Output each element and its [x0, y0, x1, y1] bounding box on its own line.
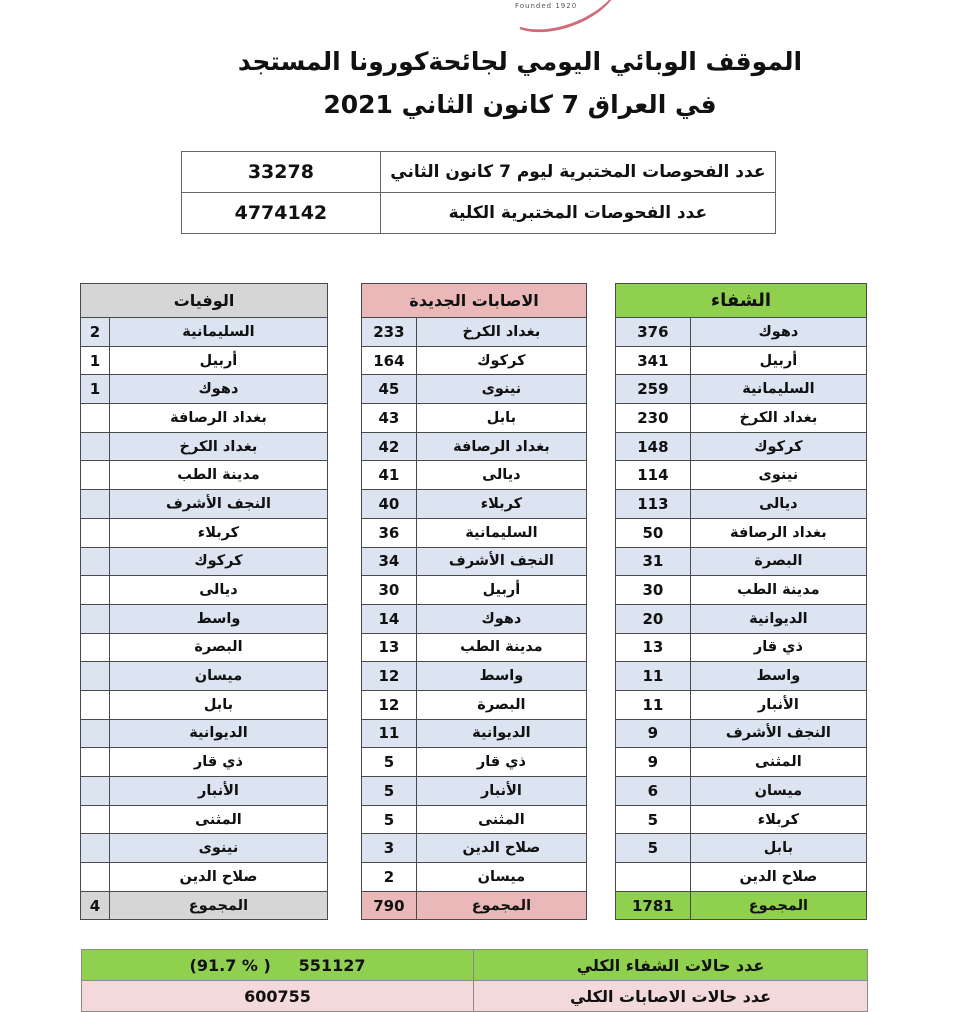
lab-tests-total-value: 4774142: [182, 193, 381, 234]
table-row: [362, 777, 587, 806]
governorate-name: مدينة الطب: [109, 461, 327, 490]
table-row: [616, 432, 867, 461]
governorate-count: 164: [362, 346, 417, 375]
table-row: [362, 404, 587, 433]
governorate-name: بابل: [690, 834, 866, 863]
page-subtitle-date: في العراق 7 كانون الثاني 2021: [323, 90, 717, 119]
governorate-count: [81, 547, 110, 576]
table-row: [616, 690, 867, 719]
governorate-count: [81, 863, 110, 892]
governorate-count: [81, 633, 110, 662]
recoveries-title: الشفاء: [616, 284, 867, 318]
governorate-name: ديالى: [416, 461, 586, 490]
governorate-count: 259: [616, 375, 691, 404]
lab-tests-daily-value: 33278: [182, 152, 381, 193]
table-row: [616, 748, 867, 777]
governorate-count: 41: [362, 461, 417, 490]
table-row: [616, 461, 867, 490]
recoveries-total-label: المجموع: [690, 891, 866, 920]
table-row: [81, 777, 328, 806]
governorate-name: ميسان: [416, 863, 586, 892]
governorate-count: [81, 690, 110, 719]
total-recovered-cell: [82, 950, 474, 981]
governorate-count: [81, 777, 110, 806]
governorate-count: 14: [362, 604, 417, 633]
governorate-name: دهوك: [690, 318, 866, 347]
table-row: [81, 690, 328, 719]
governorate-name: الديوانية: [109, 719, 327, 748]
page-title: الموقف الوبائي اليومي لجائحةكورونا المستجد: [237, 47, 803, 76]
governorate-name: البصرة: [690, 547, 866, 576]
total-recovered-label: عدد حالات الشفاء الكلي: [474, 950, 868, 981]
governorate-count: 40: [362, 490, 417, 519]
governorate-count: [616, 863, 691, 892]
new-cases-table: [361, 283, 587, 920]
total-cases-value: 600755: [82, 981, 474, 1012]
new-cases-total-value: 790: [362, 891, 417, 920]
table-row: [616, 547, 867, 576]
table-row: [81, 547, 328, 576]
table-row: [81, 604, 328, 633]
table-row: [81, 375, 328, 404]
table-row: [81, 461, 328, 490]
governorate-count: 36: [362, 518, 417, 547]
deaths-total-value: 4: [81, 891, 110, 920]
new-cases-header-row: [362, 284, 587, 318]
logo-caption: Founded 1920: [515, 2, 578, 10]
governorate-count: 6: [616, 777, 691, 806]
governorate-name: ذي قار: [109, 748, 327, 777]
table-row: [81, 633, 328, 662]
table-row: [81, 719, 328, 748]
table-row: [616, 834, 867, 863]
governorate-count: 2: [81, 318, 110, 347]
governorate-name: الأنبار: [109, 777, 327, 806]
governorate-count: 341: [616, 346, 691, 375]
governorate-count: 42: [362, 432, 417, 461]
deaths-title: الوفيات: [81, 284, 328, 318]
governorate-name: النجف الأشرف: [690, 719, 866, 748]
governorate-name: الديوانية: [690, 604, 866, 633]
governorate-count: [81, 518, 110, 547]
governorate-name: المثنى: [416, 805, 586, 834]
table-row: [81, 748, 328, 777]
governorate-count: 113: [616, 490, 691, 519]
governorate-name: بغداد الرصافة: [416, 432, 586, 461]
governorate-count: 30: [362, 576, 417, 605]
table-row: [616, 576, 867, 605]
recoveries-header-row: [616, 284, 867, 318]
governorate-name: كركوك: [690, 432, 866, 461]
governorate-count: 376: [616, 318, 691, 347]
table-row: [81, 518, 328, 547]
governorate-name: نينوى: [109, 834, 327, 863]
table-row: [616, 375, 867, 404]
total-recovered-value: 551127: [298, 955, 366, 975]
table-row: [362, 633, 587, 662]
table-row: [616, 662, 867, 691]
total-recovered-pct: (91.7 % ): [189, 955, 271, 975]
table-row: [362, 432, 587, 461]
governorate-count: 12: [362, 690, 417, 719]
governorate-name: نينوى: [416, 375, 586, 404]
governorate-name: بغداد الكرخ: [416, 318, 586, 347]
table-row: [81, 346, 328, 375]
governorate-name: واسط: [416, 662, 586, 691]
governorate-name: بغداد الرصافة: [109, 404, 327, 433]
governorate-count: 9: [616, 719, 691, 748]
governorate-count: 20: [616, 604, 691, 633]
table-row: [362, 576, 587, 605]
governorate-count: [81, 404, 110, 433]
governorate-name: دهوك: [109, 375, 327, 404]
table-row: [362, 461, 587, 490]
governorate-count: 5: [362, 805, 417, 834]
deaths-total-row: [81, 891, 328, 920]
lab-tests-table: [181, 151, 776, 234]
governorate-name: أربيل: [416, 576, 586, 605]
table-row: [81, 318, 328, 347]
table-row: [616, 863, 867, 892]
deaths-table: [80, 283, 328, 920]
governorate-name: ميسان: [109, 662, 327, 691]
governorate-count: [81, 719, 110, 748]
governorate-name: صلاح الدين: [109, 863, 327, 892]
governorate-name: أربيل: [690, 346, 866, 375]
governorate-name: كركوك: [416, 346, 586, 375]
table-row: [616, 404, 867, 433]
governorate-count: 3: [362, 834, 417, 863]
governorate-name: بغداد الرصافة: [690, 518, 866, 547]
governorate-name: بغداد الكرخ: [109, 432, 327, 461]
total-cases-row: [82, 981, 868, 1012]
deaths-total-label: المجموع: [109, 891, 327, 920]
governorate-count: 230: [616, 404, 691, 433]
governorate-name: مدينة الطب: [690, 576, 866, 605]
governorate-name: نينوى: [690, 461, 866, 490]
lab-tests-daily-row: [182, 152, 776, 193]
table-row: [616, 805, 867, 834]
governorate-count: [81, 834, 110, 863]
governorate-count: [81, 461, 110, 490]
new-cases-total-label: المجموع: [416, 891, 586, 920]
governorate-count: 13: [362, 633, 417, 662]
table-row: [362, 518, 587, 547]
table-row: [362, 805, 587, 834]
table-row: [362, 834, 587, 863]
governorate-count: [81, 576, 110, 605]
table-row: [81, 863, 328, 892]
governorate-name: دهوك: [416, 604, 586, 633]
governorate-name: ميسان: [690, 777, 866, 806]
governorate-count: 2: [362, 863, 417, 892]
table-row: [362, 719, 587, 748]
total-cases-label: عدد حالات الاصابات الكلي: [474, 981, 868, 1012]
table-row: [616, 719, 867, 748]
recoveries-total-value: 1781: [616, 891, 691, 920]
governorate-name: الديوانية: [416, 719, 586, 748]
table-row: [81, 490, 328, 519]
total-recovered-row: [82, 950, 868, 981]
table-row: [616, 604, 867, 633]
governorate-count: 148: [616, 432, 691, 461]
lab-tests-total-label: عدد الفحوصات المختبرية الكلية: [380, 193, 775, 234]
table-row: [362, 604, 587, 633]
governorate-name: النجف الأشرف: [416, 547, 586, 576]
table-row: [362, 690, 587, 719]
table-row: [616, 633, 867, 662]
governorate-count: 9: [616, 748, 691, 777]
governorate-count: 114: [616, 461, 691, 490]
governorate-name: النجف الأشرف: [109, 490, 327, 519]
governorate-count: 5: [616, 834, 691, 863]
table-row: [362, 863, 587, 892]
governorate-count: [81, 432, 110, 461]
governorate-name: المثنى: [109, 805, 327, 834]
governorate-name: واسط: [690, 662, 866, 691]
governorate-count: 233: [362, 318, 417, 347]
deaths-header-row: [81, 284, 328, 318]
governorate-count: [81, 805, 110, 834]
governorate-count: 30: [616, 576, 691, 605]
governorate-name: الأنبار: [690, 690, 866, 719]
governorate-name: بغداد الكرخ: [690, 404, 866, 433]
governorate-name: صلاح الدين: [416, 834, 586, 863]
governorate-name: السليمانية: [109, 318, 327, 347]
governorate-name: ديالى: [109, 576, 327, 605]
governorate-name: ديالى: [690, 490, 866, 519]
table-row: [616, 777, 867, 806]
governorate-count: 5: [362, 777, 417, 806]
governorate-count: [81, 662, 110, 691]
governorate-name: كركوك: [109, 547, 327, 576]
governorate-name: كربلاء: [416, 490, 586, 519]
governorate-name: الأنبار: [416, 777, 586, 806]
governorate-count: [81, 604, 110, 633]
governorate-count: 45: [362, 375, 417, 404]
table-row: [362, 375, 587, 404]
new-cases-title: الاصابات الجديدة: [362, 284, 587, 318]
governorate-count: 31: [616, 547, 691, 576]
governorate-count: 11: [616, 662, 691, 691]
lab-tests-total-row: [182, 193, 776, 234]
governorate-count: 1: [81, 346, 110, 375]
table-row: [362, 346, 587, 375]
governorate-name: ذي قار: [690, 633, 866, 662]
new-cases-total-row: [362, 891, 587, 920]
table-row: [362, 748, 587, 777]
governorate-name: صلاح الدين: [690, 863, 866, 892]
table-row: [81, 432, 328, 461]
recoveries-total-row: [616, 891, 867, 920]
table-row: [81, 404, 328, 433]
table-row: [81, 576, 328, 605]
table-row: [616, 518, 867, 547]
table-row: [616, 490, 867, 519]
table-row: [616, 318, 867, 347]
governorate-count: [81, 490, 110, 519]
governorate-name: البصرة: [416, 690, 586, 719]
governorate-count: 34: [362, 547, 417, 576]
table-row: [362, 547, 587, 576]
governorate-count: 5: [362, 748, 417, 777]
lab-tests-daily-label: عدد الفحوصات المختبرية ليوم 7 كانون الثاني: [380, 152, 775, 193]
table-row: [362, 318, 587, 347]
table-row: [362, 662, 587, 691]
recoveries-table: [615, 283, 867, 920]
governorate-count: 11: [362, 719, 417, 748]
governorate-name: كربلاء: [109, 518, 327, 547]
governorate-count: 13: [616, 633, 691, 662]
table-row: [362, 490, 587, 519]
summary-table: [81, 949, 868, 1012]
governorate-count: 12: [362, 662, 417, 691]
governorate-name: مدينة الطب: [416, 633, 586, 662]
governorate-count: 1: [81, 375, 110, 404]
governorate-name: واسط: [109, 604, 327, 633]
table-row: [81, 834, 328, 863]
table-row: [616, 346, 867, 375]
table-row: [81, 662, 328, 691]
governorate-name: ذي قار: [416, 748, 586, 777]
governorate-name: السليمانية: [690, 375, 866, 404]
governorate-name: كربلاء: [690, 805, 866, 834]
governorate-count: 11: [616, 690, 691, 719]
table-row: [81, 805, 328, 834]
governorate-count: 50: [616, 518, 691, 547]
governorate-name: البصرة: [109, 633, 327, 662]
governorate-name: بابل: [416, 404, 586, 433]
governorate-name: المثنى: [690, 748, 866, 777]
governorate-count: 43: [362, 404, 417, 433]
governorate-count: [81, 748, 110, 777]
governorate-name: بابل: [109, 690, 327, 719]
governorate-name: أربيل: [109, 346, 327, 375]
governorate-name: السليمانية: [416, 518, 586, 547]
governorate-count: 5: [616, 805, 691, 834]
